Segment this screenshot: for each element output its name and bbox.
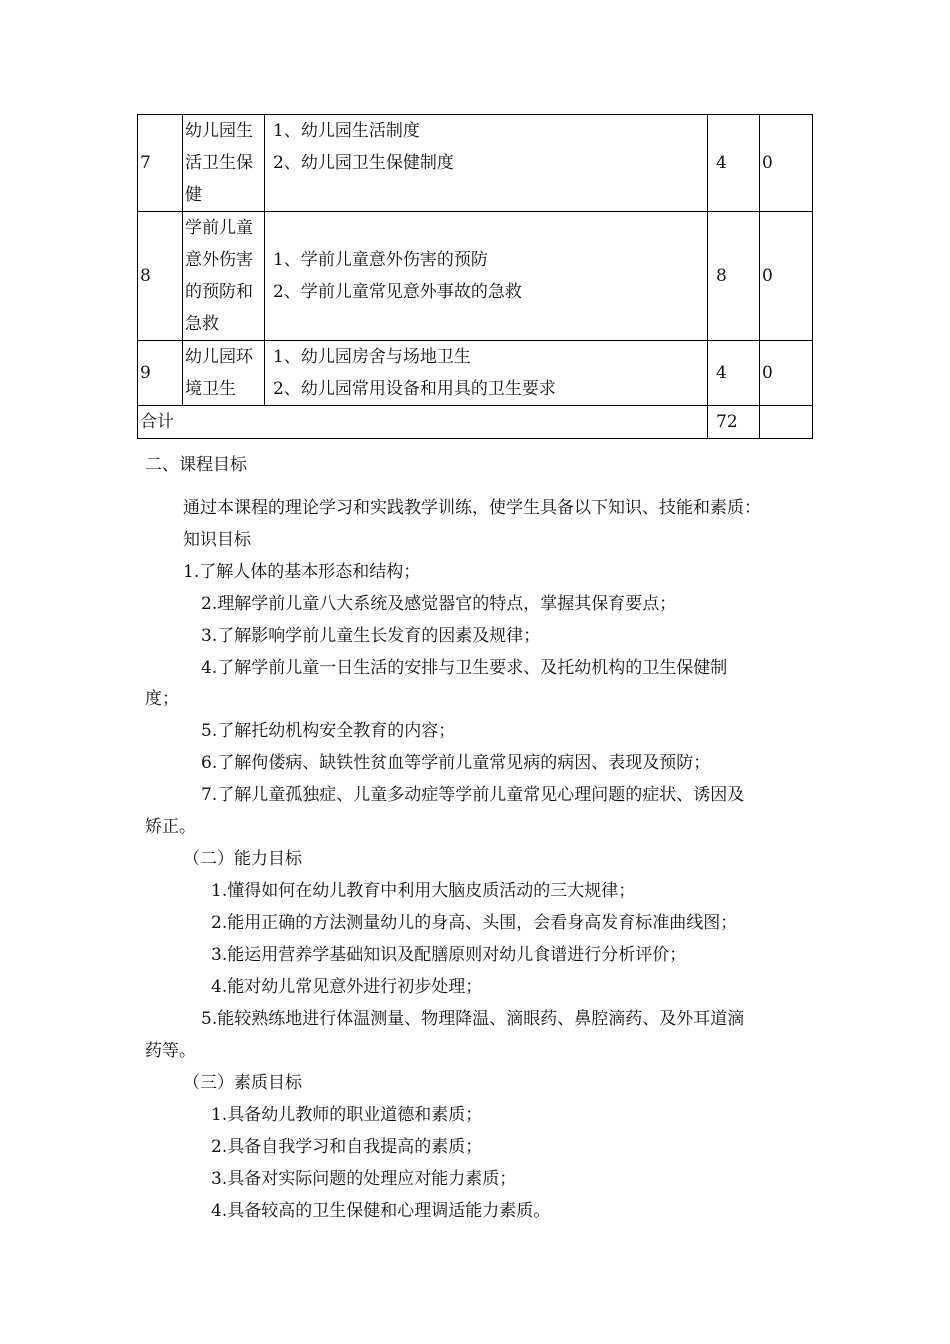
hours-cell-2: 0 [760, 341, 813, 406]
knowledge-item: 1.了解人体的基本形态和结构； [183, 562, 421, 582]
content-line: 1、幼儿园房舍与场地卫生 [273, 347, 471, 367]
course-schedule-table [137, 114, 813, 439]
content-line: 1、学前儿童意外伤害的预防 [273, 250, 488, 270]
ability-item: 2.能用正确的方法测量幼儿的身高、头围，会看身高发育标准曲线图； [211, 913, 738, 933]
row-number: 8 [138, 212, 183, 341]
ability-item: 3.能运用营养学基础知识及配膳原则对幼儿食谱进行分析评价； [211, 945, 687, 965]
quality-heading: （三）素质目标 [183, 1073, 302, 1093]
knowledge-item: 3.了解影响学前儿童生长发育的因素及规律； [201, 626, 541, 646]
ability-heading: （二）能力目标 [183, 849, 302, 869]
knowledge-item: 2.理解学前儿童八大系统及感觉器官的特点，掌握其保育要点； [201, 594, 677, 614]
topic-cell: 学前儿童意外伤害的预防和急救 [183, 212, 265, 341]
knowledge-item-continued: 度； [145, 689, 179, 709]
ability-item: 1.懂得如何在幼儿教育中利用大脑皮质活动的三大规律； [211, 881, 636, 901]
knowledge-item: 7.了解儿童孤独症、儿童多动症等学前儿童常见心理问题的症状、诱因及 [201, 785, 745, 805]
quality-item: 1.具备幼儿教师的职业道德和素质； [211, 1105, 483, 1125]
ability-item: 4.能对幼儿常见意外进行初步处理； [211, 977, 483, 997]
knowledge-item: 4.了解学前儿童一日生活的安排与卫生要求、及托幼机构的卫生保健制 [201, 658, 728, 678]
total-label: 合计 [138, 406, 708, 439]
quality-item: 2.具备自我学习和自我提高的素质； [211, 1137, 483, 1157]
row-number: 7 [138, 115, 183, 212]
content-line: 1、幼儿园生活制度 [273, 121, 420, 141]
hours-cell: 4 [708, 115, 760, 212]
content-line: 2、学前儿童常见意外事故的急救 [273, 282, 522, 302]
total-hours: 72 [708, 406, 760, 439]
intro-paragraph: 通过本课程的理论学习和实践教学训练，使学生具备以下知识、技能和素质： [183, 498, 761, 518]
ability-item-continued: 药等。 [145, 1041, 196, 1061]
content-cell [265, 115, 708, 212]
ability-item: 5.能较熟练地进行体温测量、物理降温、滴眼药、鼻腔滴药、及外耳道滴 [201, 1009, 745, 1029]
section-heading: 二、课程目标 [145, 455, 247, 475]
hours-cell-2: 0 [760, 212, 813, 341]
total-hours-2 [760, 406, 813, 439]
hours-cell: 4 [708, 341, 760, 406]
knowledge-heading: 知识目标 [183, 530, 251, 550]
content-cell [265, 212, 708, 341]
topic-cell: 幼儿园环境卫生 [183, 341, 265, 406]
quality-item: 4.具备较高的卫生保健和心理调适能力素质。 [211, 1201, 551, 1221]
topic-cell: 幼儿园生活卫生保健 [183, 115, 265, 212]
table-row [138, 115, 813, 212]
knowledge-item: 6.了解佝偻病、缺铁性贫血等学前儿童常见病的病因、表现及预防； [201, 753, 711, 773]
content-cell [265, 341, 708, 406]
table-row [138, 341, 813, 406]
table-row [138, 212, 813, 341]
row-number: 9 [138, 341, 183, 406]
quality-item: 3.具备对实际问题的处理应对能力素质； [211, 1169, 517, 1189]
content-line: 2、幼儿园卫生保健制度 [273, 153, 454, 173]
knowledge-item: 5.了解托幼机构安全教育的内容； [201, 721, 456, 741]
content-line: 2、幼儿园常用设备和用具的卫生要求 [273, 379, 556, 399]
knowledge-item-continued: 矫正。 [145, 817, 196, 837]
hours-cell: 8 [708, 212, 760, 341]
total-row [138, 406, 813, 439]
hours-cell-2: 0 [760, 115, 813, 212]
